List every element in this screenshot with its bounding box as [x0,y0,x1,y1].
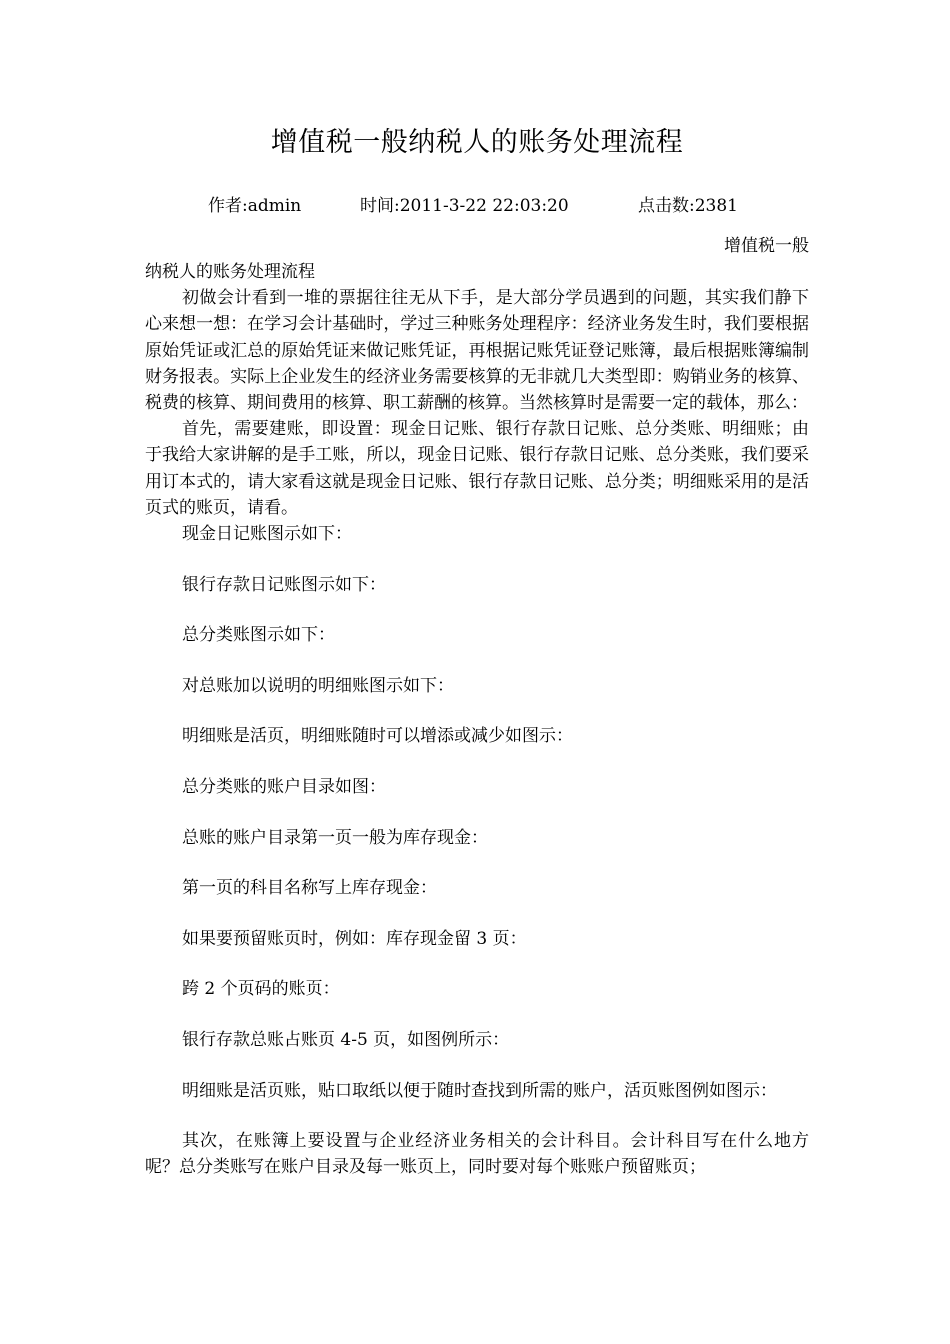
body-paragraph: 初做会计看到一堆的票据往往无从下手，是大部分学员遇到的问题，其实我们静下心来想一想：在学习会计基础时，学过三种账务处理程序：经济业务发生时，我们要根据原始凭证或汇总的原始凭证来做记账凭证，再根据记账凭证登记账簿，最后根据账簿编制财务报表。实际上企业发生的经济业务需要核算的无非就几大类型即：购销业务的核算、税费的核算、期间费用的核算、职工薪酬的核算。当然核算时是需要一定的载体，那么： [145,288,809,414]
body-paragraph: 银行存款日记账图示如下： [182,574,386,595]
body-paragraph: 银行存款总账占账页 4-5 页，如图例所示： [182,1029,510,1050]
hit-count-meta: 点击数:2381 [638,196,738,216]
body-paragraph: 第一页的科目名称写上库存现金： [182,878,437,899]
body-paragraph: 如果要预留账页时，例如：库存现金留 3 页： [182,928,527,949]
time-meta: 时间:2011-3-22 22:03:20 [360,196,569,216]
body-paragraph: 总分类账的账户目录如图： [182,777,386,797]
body-paragraph: 总账的账户目录第一页一般为库存现金： [182,827,488,848]
body-paragraph: 首先，需要建账，即设置：现金日记账、银行存款日记账、总分类账、明细账；由于我给大家讲解的是手工账，所以，现金日记账、银行存款日记账、总分类账，我们要采用订本式的，请大家看这就是现金日记账、银行存款日记账、总分类；明细账采用的是活页式的账页，请看。 [145,419,809,518]
body-paragraph: 其次，在账簿上要设置与企业经济业务相关的会计科目。会计科目写在什么地方呢？总分类账写在账户目录及每一账页上，同时要对每个账账户预留账页； [145,1131,809,1178]
body-paragraph: 明细账是活页，明细账随时可以增添或减少如图示： [182,726,573,747]
body-paragraph: 总分类账图示如下： [182,625,335,646]
body-paragraph: 现金日记账图示如下： [182,524,352,545]
document-title: 增值税一般纳税人的账务处理流程 [270,127,684,158]
body-paragraph: 明细账是活页账，贴口取纸以便于随时查找到所需的账户，活页账图例如图示： [182,1080,777,1101]
body-paragraph: 对总账加以说明的明细账图示如下： [182,675,454,696]
right-aligned-heading: 增值税一般 [724,236,809,256]
document-body [145,259,809,1181]
heading-continuation: 纳税人的账务处理流程 [145,262,315,282]
author-meta: 作者:admin [208,196,302,216]
body-paragraph: 跨 2 个页码的账页： [182,979,340,1000]
